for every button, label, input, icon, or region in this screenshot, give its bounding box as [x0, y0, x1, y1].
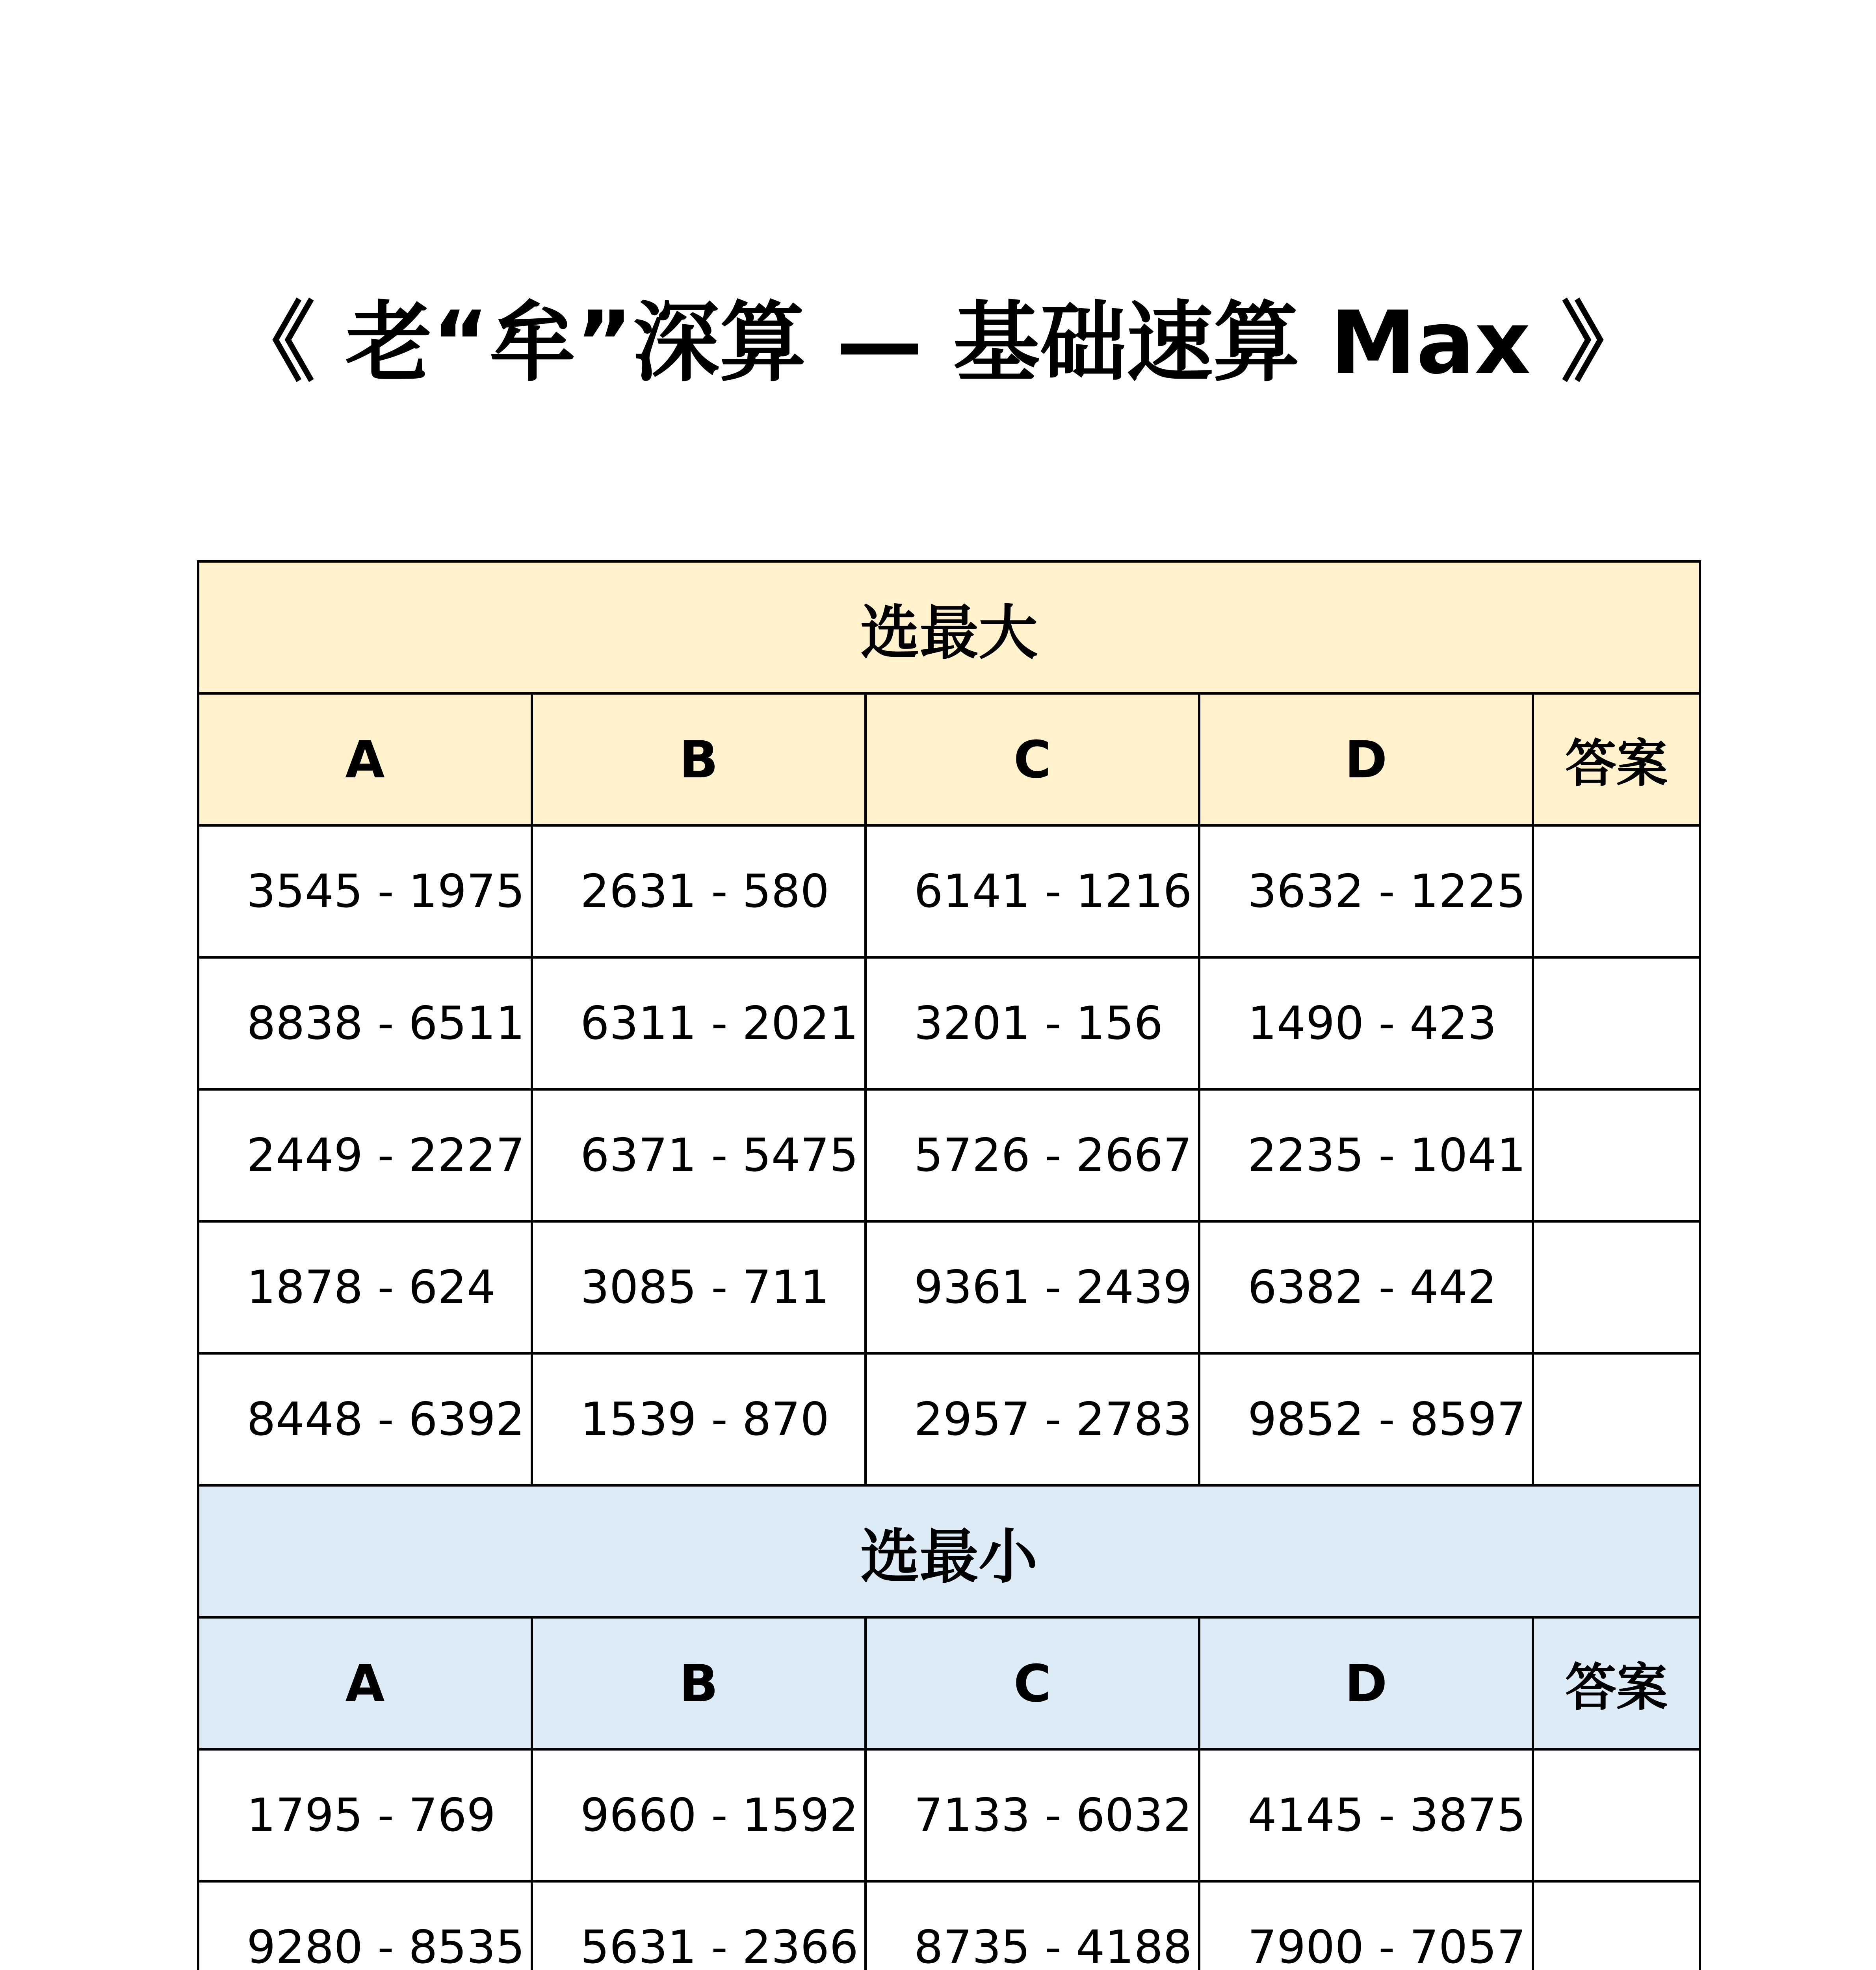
- column-header-d: D: [1199, 1617, 1533, 1749]
- table-row: [198, 825, 1700, 957]
- answer-cell[interactable]: [1533, 1881, 1700, 1970]
- problem-cell: 7900 - 7057: [1199, 1881, 1533, 1970]
- problem-cell: 3545 - 1975: [198, 825, 532, 957]
- section-heading: 选最小: [198, 1485, 1700, 1617]
- answer-cell[interactable]: [1533, 1353, 1700, 1485]
- problem-cell: 9361 - 2439: [866, 1221, 1199, 1353]
- problem-cell: 9852 - 8597: [1199, 1353, 1533, 1485]
- section-heading-row: [198, 561, 1700, 693]
- column-header-answer: 答案: [1533, 693, 1700, 825]
- problem-cell: 1490 - 423: [1199, 957, 1533, 1089]
- problem-cell: 6141 - 1216: [866, 825, 1199, 957]
- problem-cell: 8448 - 6392: [198, 1353, 532, 1485]
- answer-cell[interactable]: [1533, 1221, 1700, 1353]
- column-header-c: C: [866, 1617, 1199, 1749]
- answer-cell[interactable]: [1533, 957, 1700, 1089]
- table-row: [198, 1221, 1700, 1353]
- answer-cell[interactable]: [1533, 825, 1700, 957]
- column-header-c: C: [866, 693, 1199, 825]
- answer-cell[interactable]: [1533, 1749, 1700, 1881]
- problem-cell: 1878 - 624: [198, 1221, 532, 1353]
- section-min: [198, 1485, 1700, 1970]
- problem-cell: 6311 - 2021: [532, 957, 866, 1089]
- column-header-answer: 答案: [1533, 1617, 1700, 1749]
- problem-cell: 8735 - 4188: [866, 1881, 1199, 1970]
- problem-cell: 4145 - 3875: [1199, 1749, 1533, 1881]
- problem-cell: 2449 - 2227: [198, 1089, 532, 1221]
- column-header-row: [198, 1617, 1700, 1749]
- problem-cell: 6371 - 5475: [532, 1089, 866, 1221]
- problem-cell: 1539 - 870: [532, 1353, 866, 1485]
- problem-cell: 2957 - 2783: [866, 1353, 1199, 1485]
- problem-cell: 3632 - 1225: [1199, 825, 1533, 957]
- problem-cell: 9660 - 1592: [532, 1749, 866, 1881]
- column-header-b: B: [532, 693, 866, 825]
- column-header-d: D: [1199, 693, 1533, 825]
- section-max: [198, 561, 1700, 1485]
- problem-cell: 3085 - 711: [532, 1221, 866, 1353]
- table-row: [198, 1881, 1700, 1970]
- problem-cell: 1795 - 769: [198, 1749, 532, 1881]
- table-row: [198, 1353, 1700, 1485]
- page-title: 《 老“牟”深算 — 基础速算 Max 》: [228, 292, 1648, 393]
- worksheet-table: [197, 560, 1701, 1970]
- answer-cell[interactable]: [1533, 1089, 1700, 1221]
- section-heading-row: [198, 1485, 1700, 1617]
- problem-cell: 2631 - 580: [532, 825, 866, 957]
- section-heading: 选最大: [198, 561, 1700, 693]
- problem-cell: 7133 - 6032: [866, 1749, 1199, 1881]
- column-header-b: B: [532, 1617, 866, 1749]
- problem-cell: 9280 - 8535: [198, 1881, 532, 1970]
- problem-cell: 8838 - 6511: [198, 957, 532, 1089]
- table-row: [198, 957, 1700, 1089]
- column-header-a: A: [198, 1617, 532, 1749]
- problem-cell: 6382 - 442: [1199, 1221, 1533, 1353]
- problem-cell: 2235 - 1041: [1199, 1089, 1533, 1221]
- table-row: [198, 1089, 1700, 1221]
- table-row: [198, 1749, 1700, 1881]
- column-header-a: A: [198, 693, 532, 825]
- column-header-row: [198, 693, 1700, 825]
- problem-cell: 5726 - 2667: [866, 1089, 1199, 1221]
- problem-cell: 3201 - 156: [866, 957, 1199, 1089]
- problem-cell: 5631 - 2366: [532, 1881, 866, 1970]
